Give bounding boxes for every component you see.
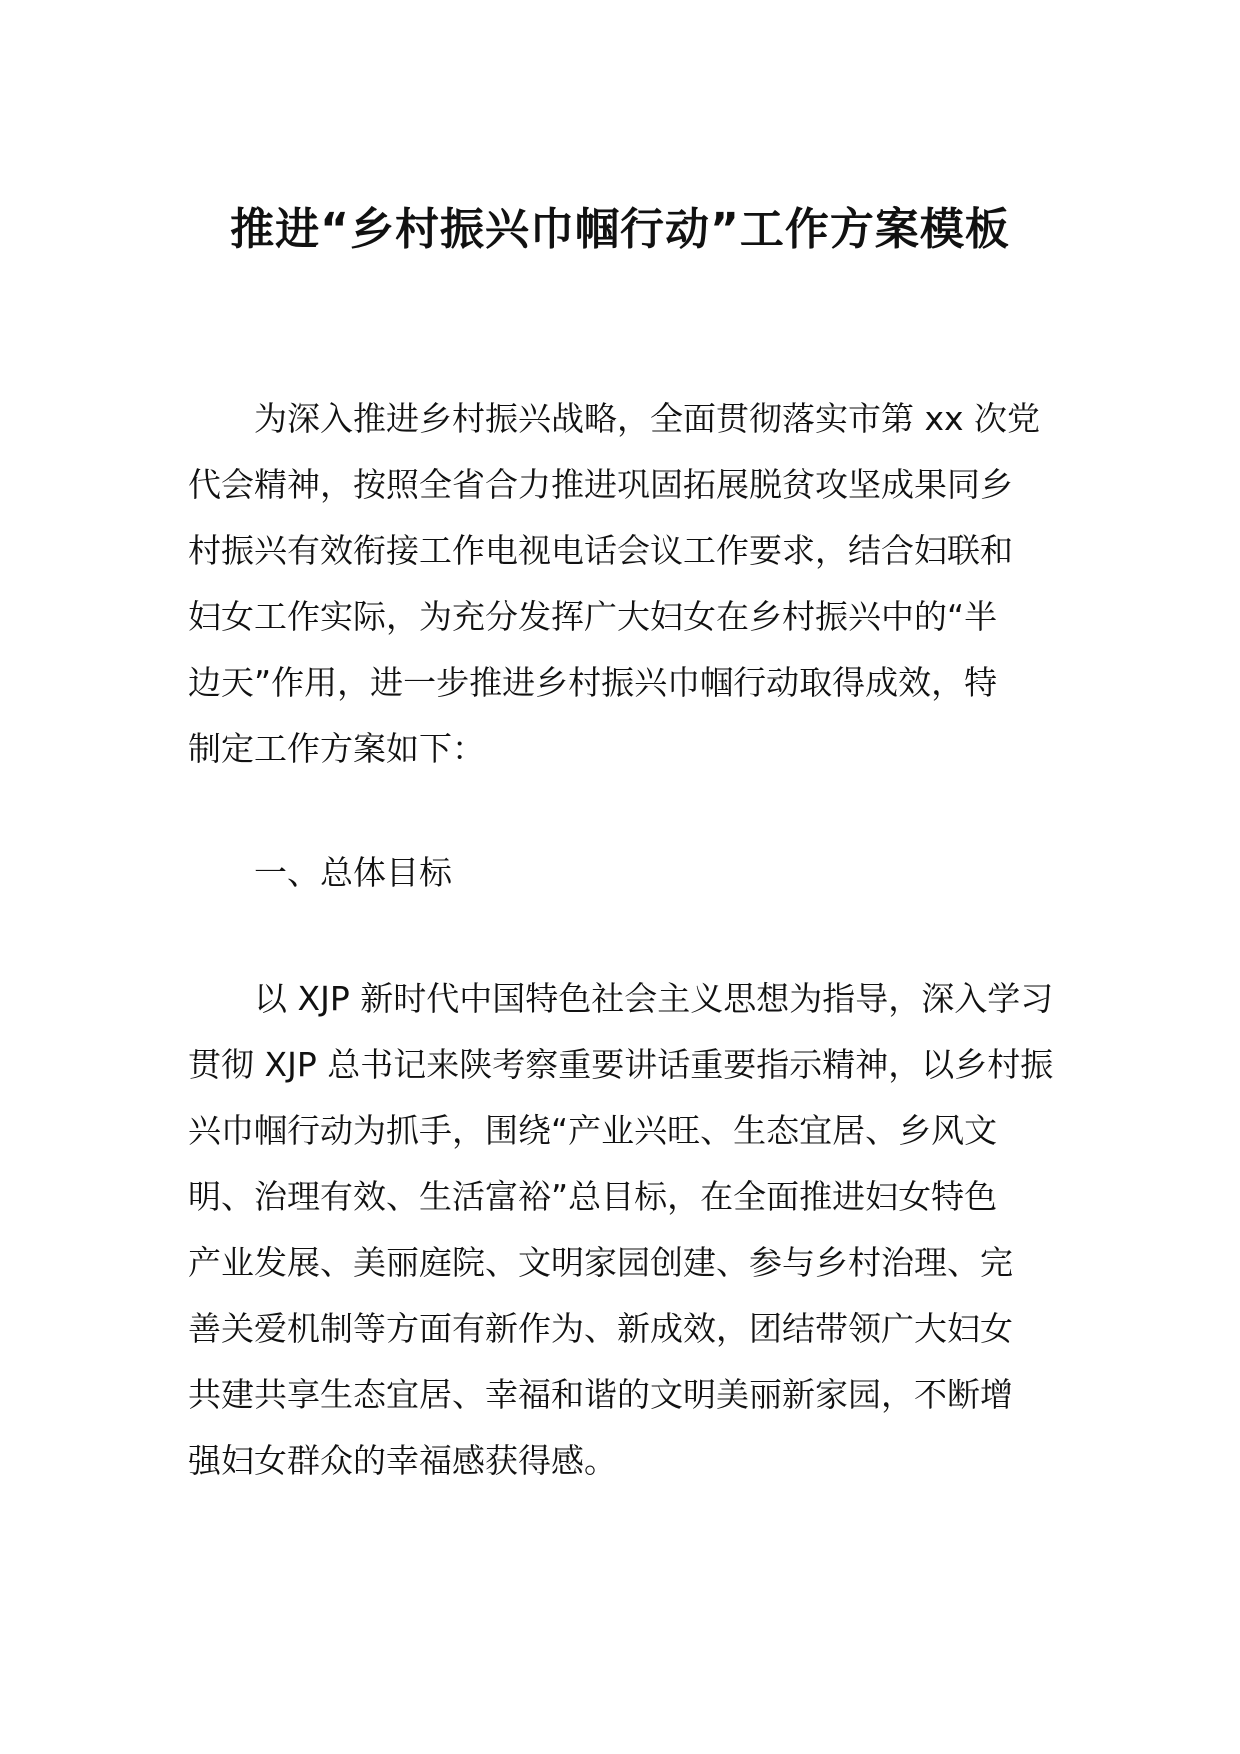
goal-line: 贯彻 XJP 总书记来陕考察重要讲话重要指示精神，以乡村振	[188, 1045, 1054, 1084]
intro-paragraph	[188, 386, 1060, 782]
section-heading-overall-goal	[188, 840, 1060, 906]
intro-line: 制定工作方案如下：	[188, 729, 485, 768]
goal-line: 产业发展、美丽庭院、文明家园创建、参与乡村治理、完	[188, 1243, 1013, 1282]
intro-line: 代会精神，按照全省合力推进巩固拓展脱贫攻坚成果同乡	[188, 465, 1013, 504]
goal-line: 强妇女群众的幸福感获得感。	[188, 1441, 617, 1480]
intro-line: 为深入推进乡村振兴战略，全面贯彻落实市第 xx 次党	[254, 399, 1041, 438]
intro-line: 村振兴有效衔接工作电视电话会议工作要求，结合妇联和	[188, 531, 1013, 570]
overall-goal-paragraph	[188, 966, 1060, 1494]
goal-line: 兴巾帼行动为抓手，围绕“产业兴旺、生态宜居、乡风文	[188, 1111, 998, 1150]
section-heading-text: 一、总体目标	[254, 853, 452, 892]
intro-line: 边天”作用，进一步推进乡村振兴巾帼行动取得成效，特	[188, 663, 998, 702]
goal-line: 善关爱机制等方面有新作为、新成效，团结带领广大妇女	[188, 1309, 1013, 1348]
intro-line: 妇女工作实际，为充分发挥广大妇女在乡村振兴中的“半	[188, 597, 998, 636]
document-title: 推进“乡村振兴巾帼行动”工作方案模板	[230, 204, 1010, 255]
goal-line: 共建共享生态宜居、幸福和谐的文明美丽新家园，不断增	[188, 1375, 1013, 1414]
goal-line: 以 XJP 新时代中国特色社会主义思想为指导，深入学习	[254, 979, 1054, 1018]
goal-line: 明、治理有效、生活富裕”总目标，在全面推进妇女特色	[188, 1177, 998, 1216]
